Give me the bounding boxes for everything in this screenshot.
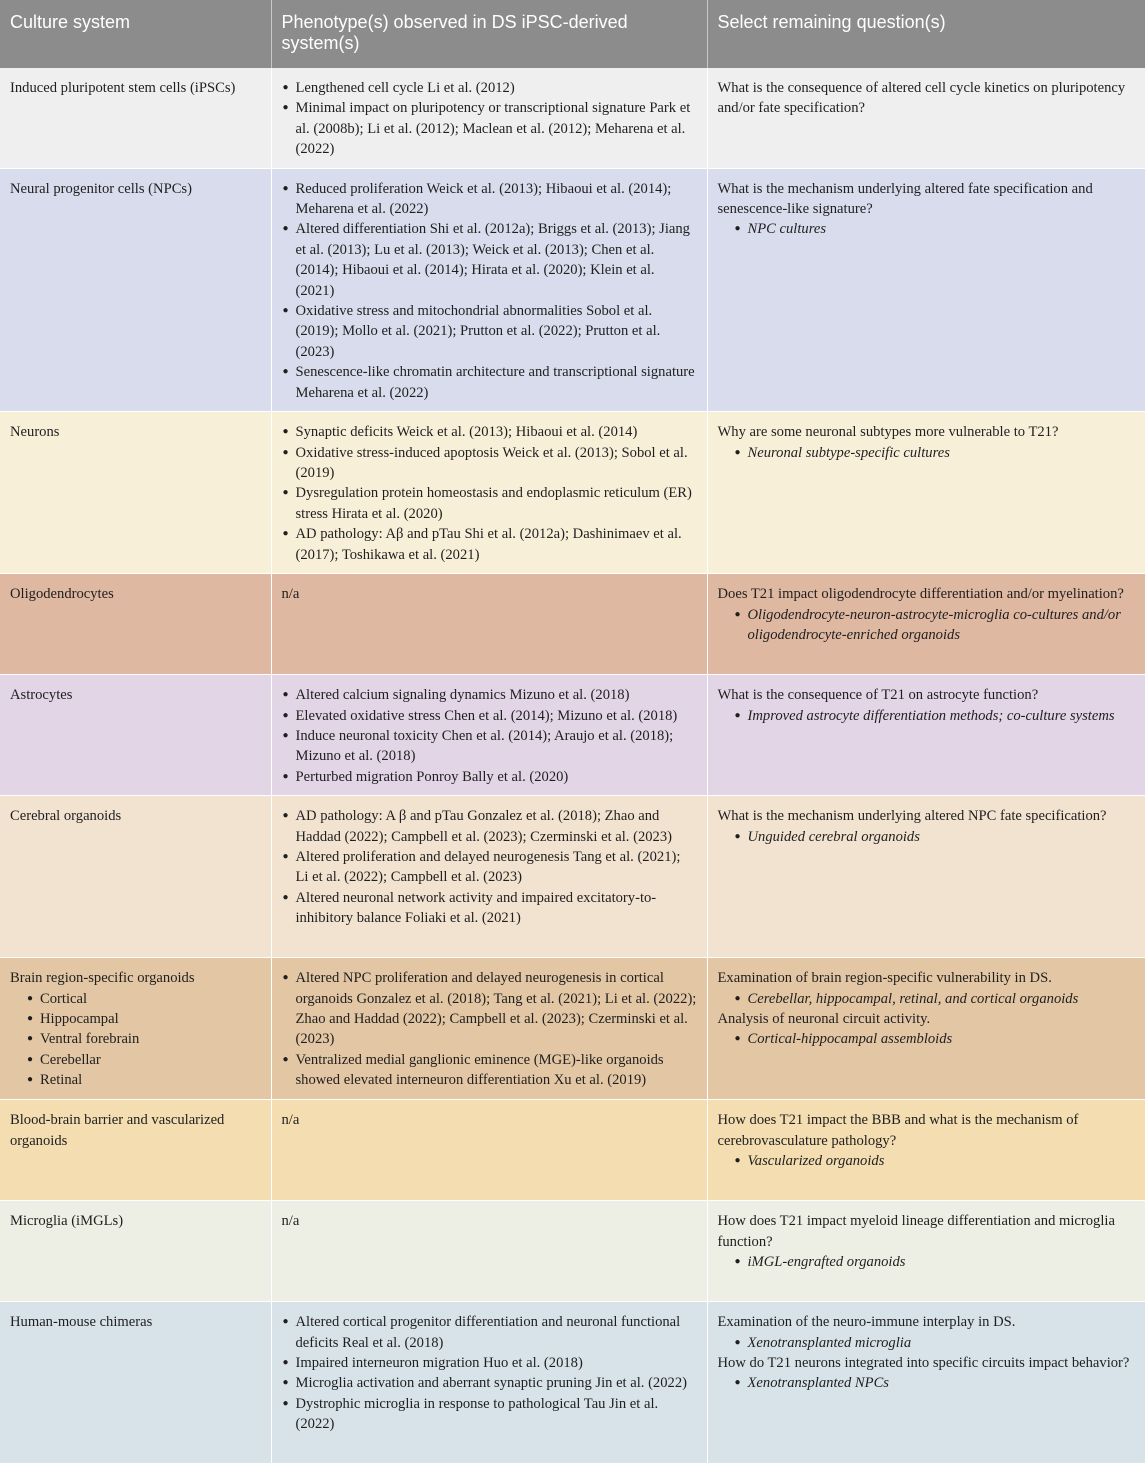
phenotypes-cell xyxy=(271,675,707,796)
approach-item: ● Vascularized organoids xyxy=(734,1151,1136,1171)
phenotype-item: ● Dystrophic microglia in response to pathological Tau Jin et al. (2022) xyxy=(282,1394,697,1435)
question-text: What is the mechanism underlying altered fate specification and senescence-like signature? xyxy=(717,180,1093,218)
questions-cell xyxy=(707,675,1145,796)
phenotype-item: ● Altered calcium signaling dynamics Mizuno et al. (2018) xyxy=(282,685,697,705)
question-text: How does T21 impact the BBB and what is the mechanism of cerebrovasculature pathology? xyxy=(717,1112,1079,1149)
question-text: How do T21 neurons integrated into specific circuits impact behavior? xyxy=(717,1354,1130,1371)
approach-item: ● Improved astrocyte differentiation methods; co-culture systems xyxy=(734,706,1136,726)
phenotype-item: ● Altered NPC proliferation and delayed neurogenesis in cortical organoids Gonzalez et al. (2018); Tang et al. (2021); Li et al. (2022); Zhao and Haddad (2022); Campbell et al. (2023); Czerminski et al. (2023) xyxy=(282,968,697,1050)
culture-system-cell: Astrocytes xyxy=(0,675,271,796)
region-item: ● Retinal xyxy=(26,1070,261,1090)
phenotypes-cell xyxy=(271,1302,707,1464)
phenotype-item: ● Ventralized medial ganglionic eminence (MGE)-like organoids showed elevated interneuron differentiation Xu et al. (2019) xyxy=(282,1050,697,1091)
phenotype-item: ● Perturbed migration Ponroy Bally et al. (2020) xyxy=(282,767,697,787)
approach-item: ● iMGL-engrafted organoids xyxy=(734,1252,1136,1272)
phenotype-item: ● Altered proliferation and delayed neurogenesis Tang et al. (2021); Li et al. (2022); Campbell et al. (2023) xyxy=(282,847,697,888)
table-row-brain-region-organoids xyxy=(0,958,1145,1100)
header-phenotypes: Phenotype(s) observed in DS iPSC-derived system(s) xyxy=(271,0,707,68)
phenotype-item: ● Induce neuronal toxicity Chen et al. (2014); Araujo et al. (2018); Mizuno et al. (2018) xyxy=(282,726,697,767)
table-row-neurons xyxy=(0,412,1145,574)
header-questions: Select remaining question(s) xyxy=(707,0,1145,68)
approach-item: ● Cortical-hippocampal assembloids xyxy=(734,1029,1136,1049)
table-row-ipsc xyxy=(0,68,1145,168)
question-text: Why are some neuronal subtypes more vulnerable to T21? xyxy=(717,424,1059,441)
phenotype-item: ● Senescence-like chromatin architecture and transcriptional signature Meharena et al. (2022) xyxy=(282,362,697,403)
culture-system-cell: Oligodendrocytes xyxy=(0,574,271,675)
phenotypes-cell xyxy=(271,412,707,574)
phenotype-item: ● Synaptic deficits Weick et al. (2013); Hibaoui et al. (2014) xyxy=(282,422,697,442)
phenotype-item: ● Oxidative stress and mitochondrial abnormalities Sobol et al. (2019); Mollo et al. (2021); Prutton et al. (2022); Prutton et al. (2023) xyxy=(282,301,697,362)
table-row-npc xyxy=(0,168,1145,411)
question-text: How does T21 impact myeloid lineage differentiation and microglia function? xyxy=(717,1213,1115,1250)
phenotype-item: ● Oxidative stress-induced apoptosis Weick et al. (2013); Sobol et al. (2019) xyxy=(282,443,697,484)
phenotypes-cell: n/a xyxy=(271,1201,707,1302)
questions-cell xyxy=(707,168,1145,411)
table-row-bbb-vascularized xyxy=(0,1100,1145,1201)
phenotype-item: ● Altered neuronal network activity and impaired excitatory-to-inhibitory balance Foliaki et al. (2021) xyxy=(282,888,697,929)
table-row-chimeras xyxy=(0,1302,1145,1464)
approach-item: ● NPC cultures xyxy=(734,219,1136,239)
question-text: Analysis of neuronal circuit activity. xyxy=(717,1010,931,1027)
culture-system-cell: Human-mouse chimeras xyxy=(0,1302,271,1464)
question-text: What is the mechanism underlying altered NPC fate specification? xyxy=(717,808,1107,825)
questions-cell xyxy=(707,958,1145,1100)
region-item: ● Ventral forebrain xyxy=(26,1029,261,1049)
culture-system-cell: Microglia (iMGLs) xyxy=(0,1201,271,1302)
region-item: ● Cortical xyxy=(26,989,261,1009)
phenotypes-cell: n/a xyxy=(271,574,707,675)
table-row-microglia xyxy=(0,1201,1145,1302)
region-item: ● Cerebellar xyxy=(26,1050,261,1070)
culture-system-title: Brain region-specific organoids xyxy=(10,970,195,987)
culture-system-cell: Cerebral organoids xyxy=(0,796,271,958)
phenotype-item: ● Minimal impact on pluripotency or transcriptional signature Park et al. (2008b); Li et al. (2012); Maclean et al. (2012); Meharena et al. (2022) xyxy=(282,98,697,159)
table-header-row xyxy=(0,0,1145,68)
culture-system-cell: Induced pluripotent stem cells (iPSCs) xyxy=(0,68,271,168)
phenotype-item: ● AD pathology: Aβ and pTau Shi et al. (2012a); Dashinimaev et al. (2017); Toshikawa et al. (2021) xyxy=(282,524,697,565)
approach-item: ● Oligodendrocyte-neuron-astrocyte-microglia co-cultures and/or oligodendrocyte-enriched organoids xyxy=(734,605,1136,646)
questions-cell xyxy=(707,1302,1145,1464)
questions-cell xyxy=(707,412,1145,574)
culture-system-cell: Neural progenitor cells (NPCs) xyxy=(0,168,271,411)
culture-system-cell: Neurons xyxy=(0,412,271,574)
table-row-astrocytes xyxy=(0,675,1145,796)
phenotype-item: ● Elevated oxidative stress Chen et al. (2014); Mizuno et al. (2018) xyxy=(282,706,697,726)
approach-item: ● Unguided cerebral organoids xyxy=(734,827,1136,847)
phenotype-item: ● Lengthened cell cycle Li et al. (2012) xyxy=(282,78,697,98)
phenotypes-cell xyxy=(271,796,707,958)
phenotypes-cell xyxy=(271,68,707,168)
phenotype-item: ● Reduced proliferation Weick et al. (2013); Hibaoui et al. (2014); Meharena et al. (2022) xyxy=(282,179,697,220)
approach-item: ● Xenotransplanted microglia xyxy=(734,1333,1136,1353)
question-text: What is the consequence of altered cell cycle kinetics on pluripotency and/or fate specification? xyxy=(717,80,1126,117)
questions-cell xyxy=(707,796,1145,958)
approach-item: ● Cerebellar, hippocampal, retinal, and cortical organoids xyxy=(734,989,1136,1009)
questions-cell xyxy=(707,68,1145,168)
phenotypes-cell xyxy=(271,958,707,1100)
culture-system-cell: Blood-brain barrier and vascularized organoids xyxy=(0,1100,271,1201)
phenotype-item: ● Impaired interneuron migration Huo et al. (2018) xyxy=(282,1353,697,1373)
phenotype-item: ● Microglia activation and aberrant synaptic pruning Jin et al. (2022) xyxy=(282,1373,697,1393)
question-text: What is the consequence of T21 on astrocyte function? xyxy=(717,687,1039,704)
questions-cell xyxy=(707,574,1145,675)
questions-cell xyxy=(707,1100,1145,1201)
questions-cell xyxy=(707,1201,1145,1302)
question-text: Does T21 impact oligodendrocyte differentiation and/or myelination? xyxy=(717,586,1124,603)
question-text: Examination of brain region-specific vulnerability in DS. xyxy=(717,970,1052,987)
phenotypes-cell: n/a xyxy=(271,1100,707,1201)
approach-item: ● Xenotransplanted NPCs xyxy=(734,1373,1136,1393)
phenotypes-cell xyxy=(271,168,707,411)
phenotype-item: ● Dysregulation protein homeostasis and endoplasmic reticulum (ER) stress Hirata et al. (2020) xyxy=(282,483,697,524)
header-culture-system: Culture system xyxy=(0,0,271,68)
table-row-cerebral-organoids xyxy=(0,796,1145,958)
culture-system-cell xyxy=(0,958,271,1100)
question-text: Examination of the neuro-immune interplay in DS. xyxy=(717,1314,1016,1331)
phenotype-item: ● Altered differentiation Shi et al. (2012a); Briggs et al. (2013); Jiang et al. (2013); Lu et al. (2013); Weick et al. (2013); Chen et al. (2014); Hibaoui et al. (2014); Hirata et al. (2020); Klein et al. (2021) xyxy=(282,219,697,301)
approach-item: ● Neuronal subtype-specific cultures xyxy=(734,443,1136,463)
table-row-oligodendrocytes xyxy=(0,574,1145,675)
phenotype-item: ● Altered cortical progenitor differentiation and neuronal functional deficits Real et al. (2018) xyxy=(282,1312,697,1353)
region-item: ● Hippocampal xyxy=(26,1009,261,1029)
phenotype-item: ● AD pathology: A β and pTau Gonzalez et al. (2018); Zhao and Haddad (2022); Campbell et al. (2023); Czerminski et al. (2023) xyxy=(282,806,697,847)
